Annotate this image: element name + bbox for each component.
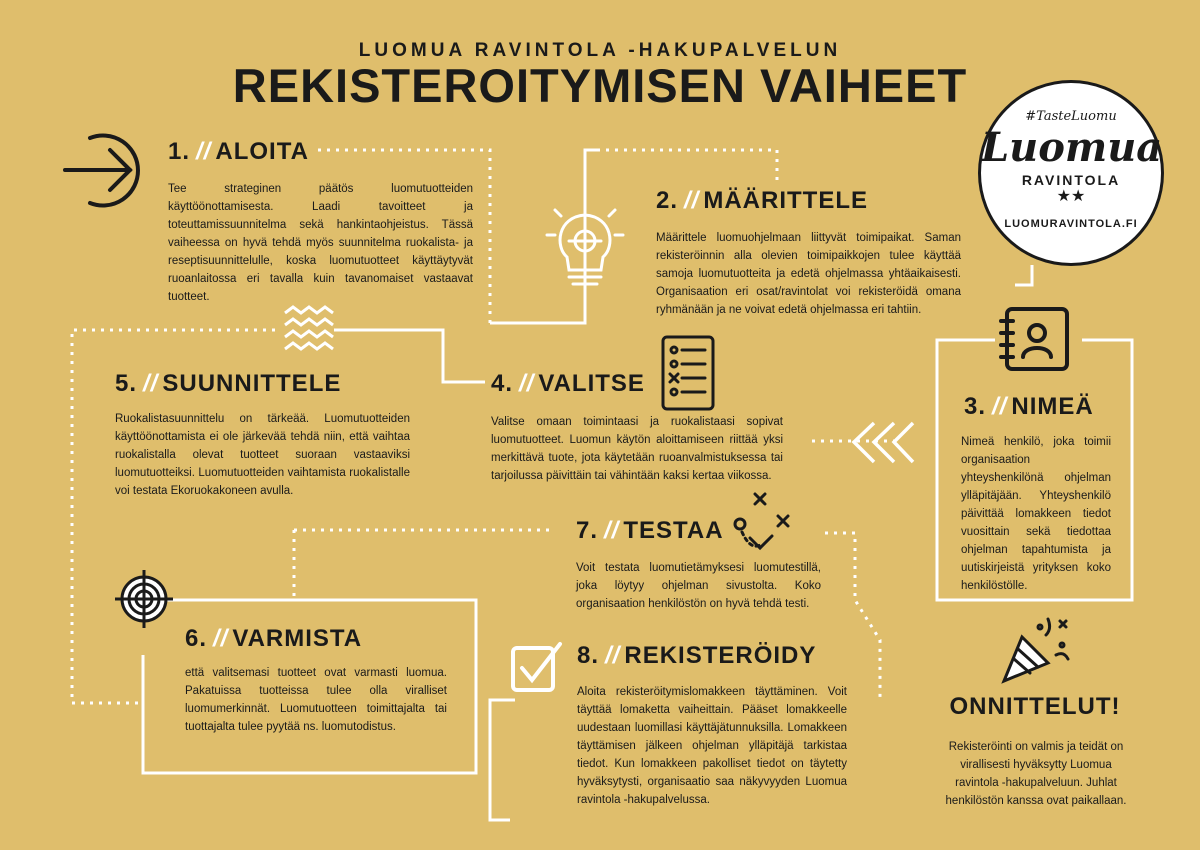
step-3-text: Nimeä henkilö, joka toimii organisaation yhteyshenkilönä ohjelman ylläpitäjään. Yhteyshenkilö päivittää lomakkeen tiedot vuosittain sekä tiedottaa ohjelman tapahtumista ja uutiskirjeistä yrityksen koko henkilöstölle. — [961, 436, 1111, 592]
logo-url: LUOMURAVINTOLA.FI — [1004, 218, 1138, 230]
separator: // — [519, 370, 535, 397]
path-3-box — [1015, 265, 1032, 285]
step-3-label: NIMEÄ — [1011, 393, 1094, 420]
strategy-icon — [730, 490, 800, 555]
dotted-2 — [597, 150, 777, 183]
logo-stars: ★★ — [1056, 188, 1086, 205]
finale-text: Rekisteröinti on valmis ja teidät on virallisesti hyväksytty Luomua ravintola -hakupalveluun. Juhlat henkilöstön kanssa ovat paikallaan. — [945, 741, 1127, 807]
page-title: REKISTEROITYMISEN VAIHEET — [232, 59, 968, 112]
step-5-label: SUUNNITTELE — [162, 370, 342, 397]
step-7-title — [576, 517, 724, 545]
checkbox-icon — [510, 640, 565, 695]
step-8-title — [577, 642, 816, 670]
separator: // — [213, 625, 229, 652]
step-5-text: Ruokalistasuunnittelu on tärkeää. Luomutuotteiden käyttöönottamista ei ole järkevää tehdä niin, että vaihtaa ruokalistalla olevat tuotteet suoraan vastaaviksi luomutuotteiksi. Luomutuotteiden vaihtamista ruokalistalle voi testata Ekoruokakoneen avulla. — [115, 413, 410, 497]
step-1-text: Tee strateginen päätös luomutuotteiden käyttöönottamisesta. Laadi tavoitteet ja toteuttamissuunnitelma sekä hankintaohjeistus. Tässä vaiheessa on hyvä tehdä myös suunnitelma ruokalista- ja reseptisuunnittelulle, koska luomutuotteet käyttäytyvät ruoanlaitossa eri tavalla kuin tavanomaiset vastaavat tuotteet. — [168, 183, 473, 303]
step-2-text: Määrittele luomuohjelmaan liittyvät toimipaikat. Saman rekisteröinnin alla olevien toimipaikkojen tulee käyttää samoja luomutuotteita ja edetä ohjelmassa yhtäaikaisesti. Organisaation eri osat/ravintolat voi rekisteröidä omana ryhmänään ja ne voivat edetä ohjelmassa eri tahtiin. — [656, 232, 961, 316]
path-4-to-5 — [334, 330, 485, 382]
lightbulb-icon — [545, 195, 625, 300]
separator: // — [604, 517, 620, 544]
step-2-number: 2. — [656, 187, 679, 214]
step-6-title — [185, 625, 362, 653]
step-3-title — [964, 393, 1094, 421]
step-8-text: Aloita rekisteröitymislomakkeen täyttäminen. Voit täyttää lomaketta vaiheittain. Pääset lomakkeelle uudestaan luomillasi käyttäjätunnuksilla. Lomakkeen täyttämisen jälkeen ohjelman ylläpitäjä tarkistaa tiedot. Kun lomakkeen pakolliset tiedot on täytetty hyväksytysti, organisaatio saa näkyvyyden Luomua ravintola -hakupalvelussa. — [577, 686, 847, 806]
step-8-label: REKISTERÖIDY — [624, 642, 817, 669]
wave-icon — [283, 305, 335, 350]
subtitle: LUOMUA RAVINTOLA -HAKUPALVELUN — [358, 40, 842, 61]
step-1-title — [168, 138, 309, 166]
arrow-circle-icon — [60, 128, 155, 213]
step-4-number: 4. — [491, 370, 514, 397]
step-4-label: VALITSE — [538, 370, 645, 397]
separator: // — [143, 370, 159, 397]
check-path — [490, 700, 515, 820]
step-7-label: TESTAA — [623, 517, 724, 544]
step-6-text: että valitsemasi tuotteet ovat varmasti luomua. Pakatuissa tuotteissa tulee olla viralliset luomumerkinnät. Luomutuotteen toimittajalta tai tuottajalta tulee pyytää ns. luomutodistus. — [185, 667, 447, 733]
separator: // — [684, 187, 700, 214]
double-chevron-icon — [850, 420, 915, 465]
step-2-title — [656, 187, 868, 215]
separator: // — [196, 138, 212, 165]
step-3-number: 3. — [964, 393, 987, 420]
logo-tag: #TasteLuomu — [1025, 109, 1117, 124]
step-1-label: ALOITA — [215, 138, 309, 165]
luomua-logo — [978, 80, 1164, 266]
step-4-text: Valitse omaan toimintaasi ja ruokalistaasi sopivat luomutuotteet. Luomun käytön aloittamiseen riittää yksi merkittävä tuote, jota käytetään ruoanvalmistuksessa tai tarjoilussa päivittäin tai vähintään kaksi kertaa viikossa. — [491, 416, 783, 482]
step-7-number: 7. — [576, 517, 599, 544]
step-1-number: 1. — [168, 138, 191, 165]
logo-brand: Luomua — [981, 124, 1163, 171]
step-4-title — [491, 370, 645, 398]
checklist-icon — [660, 334, 716, 412]
step-7-text: Voit testata luomutietämyksesi luomutestillä, joka löytyy ohjelman sivustolta. Koko organisaation henkilöstön on hyvä tehdä testi. — [576, 562, 821, 610]
logo-sub: RAVINTOLA — [1021, 172, 1121, 188]
step-6-number: 6. — [185, 625, 208, 652]
finale-title: ONNITTELUT! — [949, 693, 1121, 720]
step-5-title — [115, 370, 341, 398]
contact-book-icon — [999, 305, 1079, 373]
target-icon — [113, 568, 175, 630]
step-2-label: MÄÄRITTELE — [703, 187, 869, 214]
step-6-label: VARMISTA — [232, 625, 363, 652]
party-popper-icon — [1000, 615, 1072, 685]
separator: // — [992, 393, 1008, 420]
step-8-number: 8. — [577, 642, 600, 669]
dotted-7b — [825, 533, 880, 700]
separator: // — [605, 642, 621, 669]
step-5-number: 5. — [115, 370, 138, 397]
